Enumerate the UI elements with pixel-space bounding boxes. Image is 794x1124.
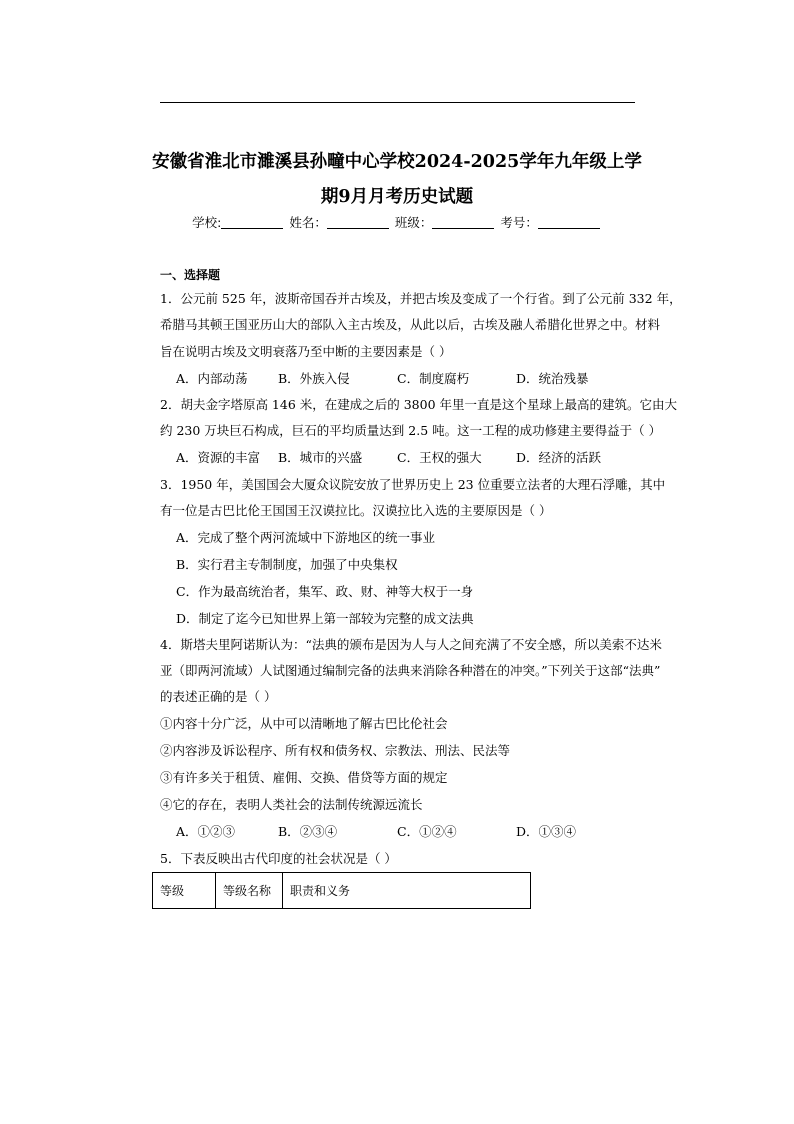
document-title-line-2: 期9月月考历史试题 <box>320 187 474 207</box>
q2-option-c: C．王权的强大 <box>397 450 482 465</box>
q2-option-b: B．城市的兴盛 <box>278 450 363 465</box>
q4-statement-2: ②内容涉及诉讼程序、所有权和债务权、宗教法、刑法、民法等 <box>160 743 511 758</box>
q3-option-d: D．制定了迄今已知世界上第一部较为完整的成文法典 <box>176 611 474 626</box>
q2-option-a: A．资源的丰富 <box>176 450 261 465</box>
table-header-cell: 职责和义务 <box>283 873 531 909</box>
name-blank[interactable] <box>327 216 389 229</box>
q2-line-1: 2．胡夫金字塔原高 146 米，在建成之后的 3800 年里一直是这个星球上最高的建筑。它由大 <box>160 397 678 412</box>
q1-option-a: A．内部动荡 <box>176 371 248 386</box>
q3-line-2: 有一位是古巴比伦王国国王汉谟拉比。汉谟拉比入选的主要原因是（ ） <box>160 503 552 518</box>
q2-option-d: D．经济的活跃 <box>516 450 602 465</box>
q1-line-1: 1．公元前 525 年，波斯帝国吞并古埃及，并把古埃及变成了一个行省。到了公元前 332 年， <box>160 291 682 306</box>
q5-line-1: 5．下表反映出古代印度的社会状况是（ ） <box>160 851 397 866</box>
number-label: 考号： <box>500 215 538 230</box>
q1-line-2: 希腊马其顿王国亚历山大的部队入主古埃及，从此以后，古埃及融人希腊化世界之中。材料 <box>160 317 661 332</box>
q3-option-c: C．作为最高统治者，集军、政、财、神等大权于一身 <box>176 584 474 599</box>
header-rule <box>160 102 635 103</box>
q3-option-a: A．完成了整个两河流域中下游地区的统一事业 <box>176 530 436 545</box>
q4-line-2: 亚（即两河流域）人试图通过编制完备的法典来消除各种潜在的冲突。”下列关于这部“法典” <box>160 663 661 678</box>
q4-statement-1: ①内容十分广泛，从中可以清晰地了解古巴比伦社会 <box>160 716 448 731</box>
name-label: 姓名： <box>289 215 327 230</box>
q4-option-d: D．①③④ <box>516 824 577 839</box>
q1-option-b: B．外族入侵 <box>278 371 350 386</box>
q4-statement-3: ③有许多关于租赁、雇佣、交换、借贷等方面的规定 <box>160 770 448 785</box>
document-title-line-1: 安徽省淮北市濉溪县孙疃中心学校2024-2025学年九年级上学 <box>152 152 642 172</box>
school-label: 学校: <box>192 215 222 230</box>
table-header-cell: 等级名称 <box>216 873 283 909</box>
class-blank[interactable] <box>432 216 494 229</box>
table-header-row <box>153 873 531 909</box>
q3-line-1: 3．1950 年，美国国会大厦众议院安放了世界历史上 23 位重要立法者的大理石浮雕，其中 <box>160 477 666 492</box>
class-label: 班级： <box>394 215 433 230</box>
q2-line-2: 约 230 万块巨石构成，巨石的平均质量达到 2.5 吨。这一工程的成功修建主要得益于（ ） <box>160 423 662 438</box>
q4-option-c: C．①②④ <box>397 824 457 839</box>
q4-statement-4: ④它的存在，表明人类社会的法制传统源远流长 <box>160 797 423 812</box>
q3-option-b: B．实行君主专制制度，加强了中央集权 <box>176 557 398 572</box>
q4-option-b: B．②③④ <box>278 824 338 839</box>
q4-line-3: 的表述正确的是（ ） <box>160 689 277 704</box>
q1-option-c: C．制度腐朽 <box>397 371 470 386</box>
section-heading: 一、选择题 <box>160 268 221 282</box>
number-blank[interactable] <box>538 216 600 229</box>
q1-option-d: D．统治残暴 <box>516 371 589 386</box>
q4-option-a: A．①②③ <box>176 824 236 839</box>
school-blank[interactable] <box>221 216 283 229</box>
caste-table <box>152 872 531 909</box>
table-header-cell: 等级 <box>153 873 216 909</box>
q4-line-1: 4．斯塔夫里阿诺斯认为：“法典的颁布是因为人与人之间充满了不安全感，所以美索不达米 <box>160 637 662 652</box>
q1-line-3: 旨在说明古埃及文明衰落乃至中断的主要因素是（ ） <box>160 344 452 359</box>
student-info-row <box>120 213 674 231</box>
